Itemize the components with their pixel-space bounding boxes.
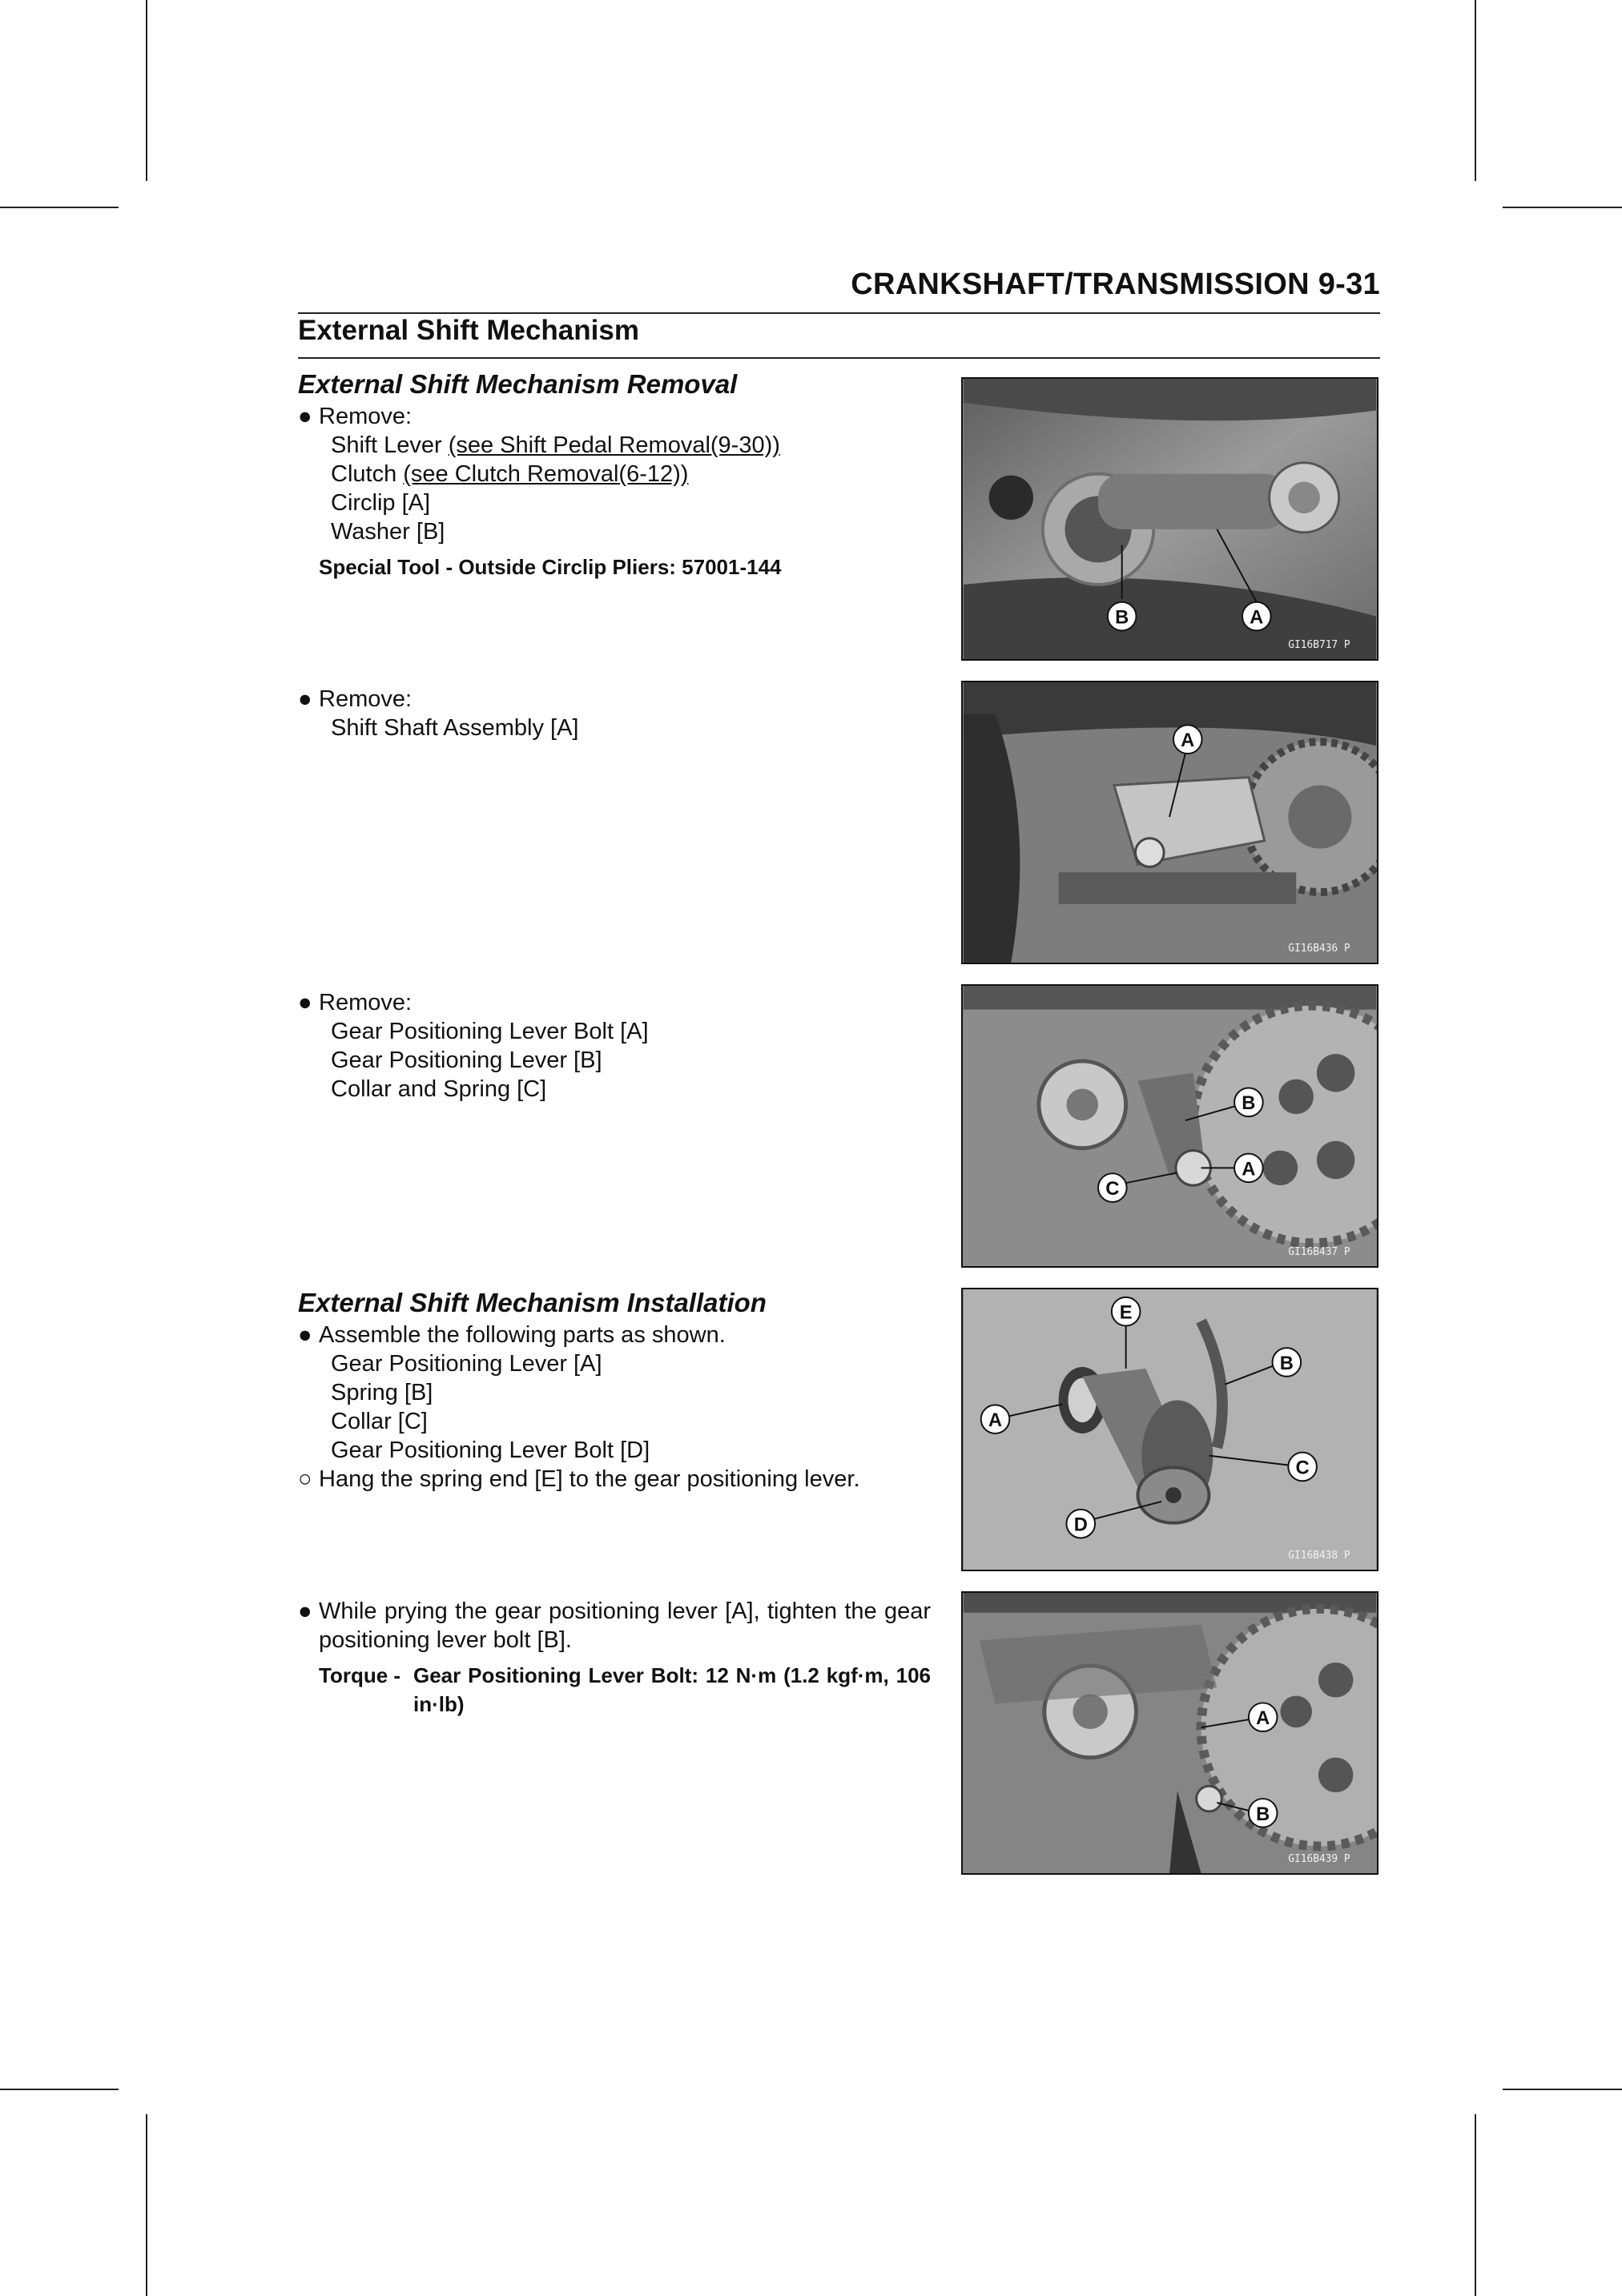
section-title: External Shift Mechanism bbox=[298, 315, 639, 346]
removal-step-2 bbox=[298, 685, 931, 742]
list-item: Circlip [A] bbox=[331, 490, 431, 516]
list-item: Shift Shaft Assembly [A] bbox=[331, 715, 579, 741]
photo-code: GI16B437 P bbox=[1288, 1246, 1350, 1259]
torque-value: Gear Positioning Lever Bolt: 12 N·m (1.2 kgf·m, 106 in·lb) bbox=[413, 1663, 931, 1716]
crop-mark bbox=[1475, 0, 1476, 181]
clutch-removal-link[interactable]: (see Clutch Removal(6-12)) bbox=[403, 461, 689, 487]
list-item: Collar [C] bbox=[331, 1409, 428, 1434]
svg-text:B: B bbox=[1115, 607, 1129, 629]
svg-text:A: A bbox=[1242, 1159, 1256, 1180]
svg-text:B: B bbox=[1242, 1093, 1256, 1115]
crop-mark bbox=[146, 2114, 147, 2296]
installation-step-2 bbox=[298, 1597, 931, 1719]
bullet-icon: ● bbox=[298, 1322, 312, 1348]
svg-text:C: C bbox=[1105, 1179, 1120, 1200]
crop-mark bbox=[146, 0, 147, 181]
list-item: Gear Positioning Lever Bolt [A] bbox=[331, 1019, 649, 1044]
step-text: Assemble the following parts as shown. bbox=[319, 1322, 726, 1348]
installation-heading: External Shift Mechanism Installation bbox=[298, 1288, 767, 1317]
removal-heading: External Shift Mechanism Removal bbox=[298, 369, 738, 399]
list-item: Shift Lever (see Shift Pedal Removal(9-30)) bbox=[331, 432, 780, 458]
special-tool-note: Special Tool - Outside Circlip Pliers: 57001-144 bbox=[319, 555, 782, 579]
list-item: Gear Positioning Lever [B] bbox=[331, 1047, 602, 1073]
section-rule bbox=[298, 357, 1380, 359]
crop-mark bbox=[1503, 2089, 1622, 2090]
svg-text:A: A bbox=[1250, 607, 1264, 629]
installation-step-1 bbox=[298, 1289, 931, 1494]
bullet-icon: ● bbox=[298, 686, 312, 712]
crop-mark bbox=[1503, 207, 1622, 208]
list-item: Spring [B] bbox=[331, 1380, 433, 1405]
step-text: Remove: bbox=[319, 990, 413, 1015]
svg-text:B: B bbox=[1279, 1353, 1294, 1374]
torque-label: Torque - bbox=[319, 1663, 401, 1687]
step-text: While prying the gear positioning lever [A], tighten the gear positioning lever bolt [B]. bbox=[319, 1598, 931, 1653]
photo-gear-positioning-lever bbox=[961, 984, 1378, 1268]
crop-mark bbox=[0, 2089, 119, 2090]
svg-text:E: E bbox=[1119, 1302, 1133, 1324]
svg-text:A: A bbox=[1181, 730, 1195, 752]
svg-text:B: B bbox=[1256, 1803, 1270, 1825]
photo-circlip-washer bbox=[961, 377, 1378, 661]
bullet-icon: ● bbox=[298, 990, 312, 1015]
step-text: Remove: bbox=[319, 686, 413, 712]
shift-pedal-removal-link[interactable]: (see Shift Pedal Removal(9-30)) bbox=[448, 432, 780, 458]
removal-step-1 bbox=[298, 370, 931, 581]
svg-text:C: C bbox=[1295, 1458, 1310, 1479]
list-item: Collar and Spring [C] bbox=[331, 1076, 547, 1102]
svg-text:D: D bbox=[1073, 1514, 1088, 1536]
svg-text:A: A bbox=[1256, 1708, 1270, 1730]
crop-mark bbox=[1475, 2114, 1476, 2296]
list-item: Clutch (see Clutch Removal(6-12)) bbox=[331, 461, 689, 487]
note-text: Hang the spring end [E] to the gear positioning lever. bbox=[319, 1466, 860, 1492]
list-item: Gear Positioning Lever Bolt [D] bbox=[331, 1438, 650, 1463]
list-item: Gear Positioning Lever [A] bbox=[331, 1351, 602, 1377]
bullet-icon: ● bbox=[298, 1598, 312, 1624]
bullet-icon: ● bbox=[298, 404, 312, 429]
photo-tighten-bolt bbox=[961, 1591, 1378, 1875]
photo-code: GI16B439 P bbox=[1288, 1853, 1350, 1866]
photo-code: GI16B436 P bbox=[1288, 943, 1350, 955]
removal-step-3 bbox=[298, 988, 931, 1104]
header-rule bbox=[298, 312, 1380, 314]
photo-shift-shaft bbox=[961, 681, 1378, 964]
crop-mark bbox=[0, 207, 119, 208]
photo-code: GI16B717 P bbox=[1288, 639, 1350, 652]
list-item: Washer [B] bbox=[331, 519, 445, 545]
svg-text:A: A bbox=[988, 1410, 1003, 1432]
photo-code: GI16B438 P bbox=[1288, 1550, 1350, 1562]
step-text: Remove: bbox=[319, 404, 413, 429]
open-circle-bullet-icon: ○ bbox=[298, 1466, 312, 1492]
running-head: CRANKSHAFT/TRANSMISSION 9-31 bbox=[851, 267, 1380, 301]
photo-assembled-parts bbox=[961, 1288, 1378, 1571]
torque-spec bbox=[298, 1661, 931, 1719]
